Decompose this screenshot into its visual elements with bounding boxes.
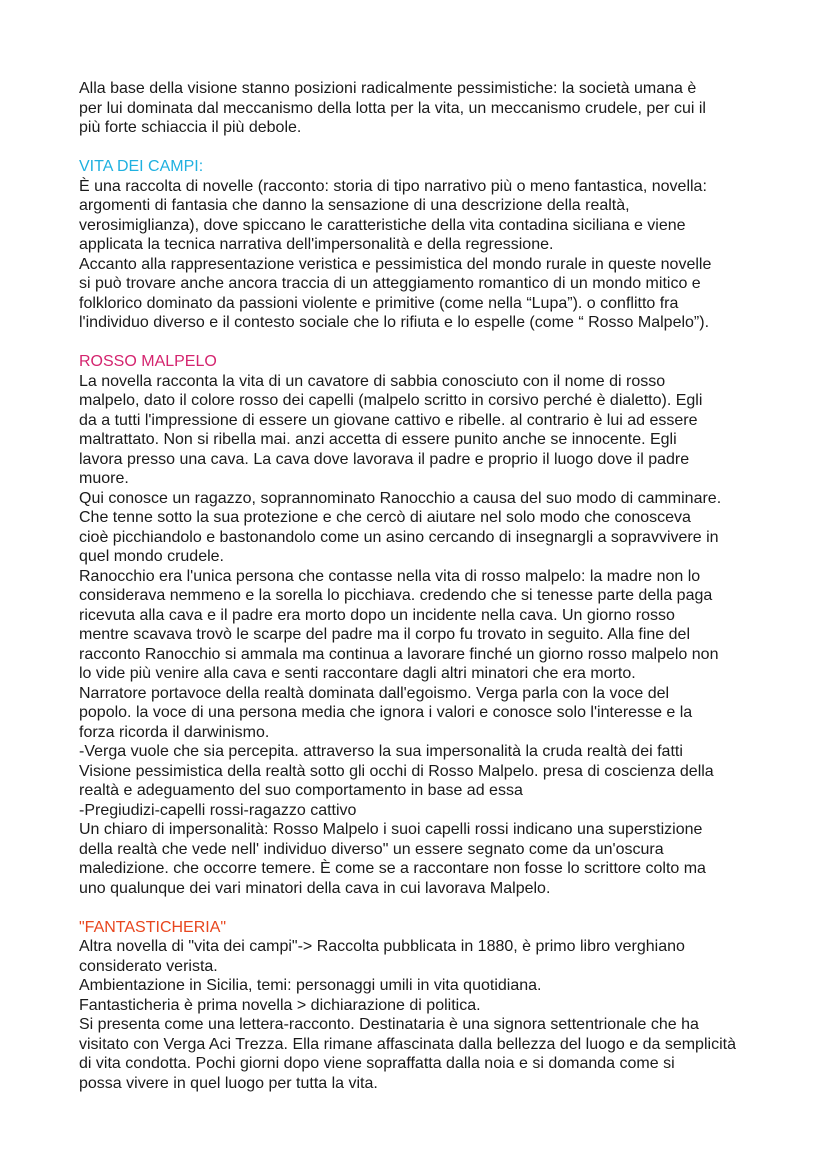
text-line: l'individuo diverso e il contesto sociale che lo rifiuta e lo espelle (come “ Rosso Malpelo”).: [79, 314, 710, 331]
text-line: muore.: [79, 470, 129, 487]
text-line: più forte schiaccia il più debole.: [79, 119, 302, 136]
section-vita-dei-campi: [79, 157, 759, 333]
text-line: lavora presso una cava. La cava dove lavorava il padre e proprio il luogo dove il padre: [79, 450, 690, 468]
text-line: Narratore portavoce della realtà dominata dall'egoismo. Verga parla con la voce del: [79, 684, 670, 702]
text-line: visitato con Verga Aci Trezza. Ella rimane affascinata dalla bellezza del luogo e da semplicità: [79, 1035, 736, 1053]
text-line: forza ricorda il darwinismo.: [79, 723, 270, 741]
text-line: Altra novella di "vita dei campi"-> Raccolta pubblicata in 1880, è primo libro verghiano: [79, 938, 685, 955]
section-fantasticheria: [79, 918, 759, 1094]
intro-paragraph: [79, 79, 759, 138]
text-line: Che tenne sotto la sua protezione e che cercò di aiutare nel solo modo che conosceva: [79, 509, 691, 526]
text-line: realtà e adeguamento del suo comportamento in base ad essa: [79, 782, 523, 799]
text-line: cioè picchiandolo e bastonandolo come un asino cercando di insegnargli a sopravvivere in: [79, 528, 719, 546]
text-line: Un chiaro di impersonalità: Rosso Malpelo i suoi capelli rossi indicano una superstizione: [79, 821, 703, 838]
text-line: Fantasticheria è prima novella > dichiarazione di politica.: [79, 996, 481, 1014]
text-line: verosimiglianza), dove spiccano le caratteristiche della vita contadina siciliana e viene: [79, 216, 686, 234]
text-line: uno qualunque dei vari minatori della cava in cui lavorava Malpelo.: [79, 879, 551, 897]
section-heading-rosso-malpelo: ROSSO MALPELO: [79, 353, 217, 370]
document-page: [79, 79, 759, 1093]
text-line: racconto Ranocchio si ammala ma continua a lavorare finché un giorno rosso malpelo non: [79, 645, 719, 663]
text-line: considerato verista.: [79, 957, 218, 975]
text-line: popolo. la voce di una persona media che ignora i valori e conosce solo l'interesse e la: [79, 704, 693, 721]
text-line: Ambientazione in Sicilia, temi: personaggi umili in vita quotidiana.: [79, 977, 542, 994]
text-line: folklorico dominato da passioni violente e primitive (come nella “Lupa”). o conflitto fra: [79, 294, 679, 312]
text-line: quel mondo crudele.: [79, 548, 224, 565]
text-line: considerava nemmeno e la sorella lo picchiava. credendo che si tenesse parte della paga: [79, 587, 713, 604]
text-line: ricevuta alla cava e il padre era morto dopo un incidente nella cava. Un giorno rosso: [79, 606, 675, 624]
text-line: si può trovare anche ancora traccia di un atteggiamento romantico di un mondo mitico e: [79, 275, 701, 292]
text-line: per lui dominata dal meccanismo della lotta per la vita, un meccanismo crudele, per cui il: [79, 99, 706, 117]
text-line: possa vivere in quel luogo per tutta la vita.: [79, 1074, 378, 1092]
text-line: malpelo, dato il colore rosso dei capelli (malpelo scritto in corsivo perché è dialetto). Egli: [79, 392, 703, 409]
text-line: di vita condotta. Pochi giorni dopo viene sopraffatta dalla noia e si domanda come si: [79, 1055, 675, 1072]
text-line: della realtà che vede nell' individuo diverso" un essere segnato come da un'oscura: [79, 840, 664, 858]
text-line: -Pregiudizi-capelli rossi-ragazzo cattivo: [79, 801, 357, 819]
text-line: È una raccolta di novelle (racconto: storia di tipo narrativo più o meno fantastica, novella:: [79, 177, 707, 195]
text-line: Visione pessimistica della realtà sotto gli occhi di Rosso Malpelo. presa di coscienza della: [79, 762, 714, 780]
text-line: applicata la tecnica narrativa dell'impersonalità e della regressione.: [79, 236, 554, 253]
text-line: Qui conosce un ragazzo, soprannominato Ranocchio a causa del suo modo di camminare.: [79, 489, 722, 507]
section-rosso-malpelo: [79, 352, 759, 898]
text-line: La novella racconta la vita di un cavatore di sabbia conosciuto con il nome di rosso: [79, 372, 666, 390]
text-line: lo vide più venire alla cava e senti raccontare dagli altri minatori che era morto.: [79, 665, 636, 682]
text-line: maltrattato. Non si ribella mai. anzi accetta di essere punito anche se innocente. Egli: [79, 431, 677, 448]
section-heading-fantasticheria: "FANTASTICHERIA": [79, 918, 227, 936]
text-line: da a tutti l'impressione di essere un giovane cattivo e ribelle. al contrario è lui ad essere: [79, 411, 698, 429]
text-line: Alla base della visione stanno posizioni radicalmente pessimistiche: la società umana è: [79, 80, 697, 97]
text-line: maledizione. che occorre temere. È come se a raccontare non fosse lo scrittore colto ma: [79, 860, 706, 877]
text-line: Ranocchio era l'unica persona che contasse nella vita di rosso malpelo: la madre non lo: [79, 567, 701, 585]
text-line: mentre scavava trovò le scarpe del padre ma il corpo fu trovato in seguito. Alla fine del: [79, 626, 690, 643]
text-line: -Verga vuole che sia percepita. attraverso la sua impersonalità la cruda realtà dei fatti: [79, 743, 683, 760]
section-heading-vita-dei-campi: VITA DEI CAMPI:: [79, 158, 204, 175]
text-line: Si presenta come una lettera-racconto. Destinataria è una signora settentrionale che ha: [79, 1016, 699, 1033]
text-line: Accanto alla rappresentazione veristica e pessimistica del mondo rurale in queste novelle: [79, 255, 712, 273]
text-line: argomenti di fantasia che danno la sensazione di una descrizione della realtà,: [79, 197, 630, 214]
